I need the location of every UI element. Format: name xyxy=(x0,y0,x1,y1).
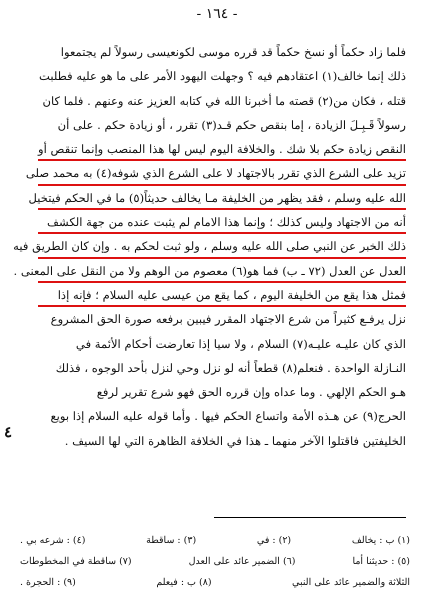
text-line: قتله ، فكان من(٢) قصته ما أخبرنا الله في كتابه العزيز عنه وعنهم . فلما كان xyxy=(42,93,406,108)
text-line: رسولاً قَـبِـلَ الزيادة ، إما بنقص حكم قـد(٣) تقرر ، أو زيادة حكم . على أن xyxy=(57,117,406,132)
highlighted-text-line: ذلك الخبر عن النبي صلى الله عليه وسلم ، ولو ثبت لحكم به . وإن كان الطريق فيه xyxy=(38,234,406,258)
text-line: الخليفتين فاقتلوا الآخر منهما ـ هذا في الخلافة الظاهرة التي لها السيف . xyxy=(64,433,406,448)
text-line: الذي كان عليـه عليـه(٧) السلام ، ولا سيا إذا تعارضت أحكام الأئمة في xyxy=(75,336,406,351)
highlighted-text-line: النقص زيادة حكم بلا شك . والخلافة اليوم ليس لها هذا المنصب وإنما تنقص أو xyxy=(38,137,406,161)
text-line: هـو الحكم الإلهي . وما عداه وإن قرره الحق فهو شرع تقرير لرفع xyxy=(96,385,406,400)
footnote-row xyxy=(20,530,410,551)
footnote-row xyxy=(20,551,410,572)
page-number: - ١٦٤ - xyxy=(196,6,238,22)
footnotes xyxy=(20,530,410,593)
highlighted-text-line: تزيد على الشرع الذي تقرر بالاجتهاد لا على الشرع الذي شوفه(٤) به محمد صلى xyxy=(38,161,406,185)
body-text xyxy=(13,40,406,453)
footnote-item: (٩) : الحجرة . xyxy=(20,577,76,588)
footnote-item: (٢) : في xyxy=(256,535,292,546)
footnote-item: (٥) : حديثنا أما xyxy=(352,556,410,567)
text-line: الحرج(٩) عن هـذه الأمة واتساع الحكم فيها . وأما قوله عليه السلام إذا بويع xyxy=(50,409,406,424)
text-line: ذلك إنما خالف(١) اعتقادهم فيه ؟ وجهلت اليهود الأمر على ما هو عليه فطلبت xyxy=(38,69,406,84)
footnote-item: (٧) ساقطة في المخطوطات xyxy=(20,556,132,567)
footnote-item: (١) ب : يخالف xyxy=(351,535,410,546)
footnote-item: (٨) ب : فيعلم xyxy=(156,577,212,588)
highlighted-text-line: فمثل هذا يقع من الخليفة اليوم ، كما يقع من عيسى عليه السلام ؛ فإنه إذا xyxy=(38,283,406,307)
footnote-divider xyxy=(214,517,406,518)
highlighted-text-line: العدل عن العدل (٧٢ ـ ب) فما هو(٦) معصوم من الوهم ولا من النقل على المعنى . xyxy=(38,259,406,283)
text-line: نزل يرفـع كثيراً من شرع الاجتهاد المقرر فيبين برفعه صورة الحق المشروع xyxy=(50,312,406,327)
text-line: النـازلة الواحدة . فنعلم(٨) قطعاً أنه لو نزل وحي لنزل بأحد الوجوه ، فذلك xyxy=(55,360,406,375)
text-line: فلما زاد حكماً أو نسخ حكماً قد قرره موسى لكونعيسى رسولاً لم يجتمعوا xyxy=(60,45,406,59)
footnote-item: (٦) الضمير عائد على العدل xyxy=(188,556,296,567)
highlighted-text-line: أنه من الاجتهاد وليس كذلك ؛ وإنما هذا الامام لم يثبت عنده من جهة الكشف xyxy=(38,210,406,234)
footnote-item: الثلاثة والضمير عائد على النبي xyxy=(292,577,410,588)
footnote-row xyxy=(20,572,410,593)
highlighted-text-line: الله عليه وسلم ، فقد يظهر من الخليفة مـا يخالف حديثاً(٥) ما في الحكم فيتخيل xyxy=(38,186,406,210)
footnote-item: (٤) : شرعه بي . xyxy=(20,535,86,546)
footnote-item: (٣) : ساقطة xyxy=(146,535,197,546)
margin-line-number: ٤ xyxy=(4,423,13,441)
